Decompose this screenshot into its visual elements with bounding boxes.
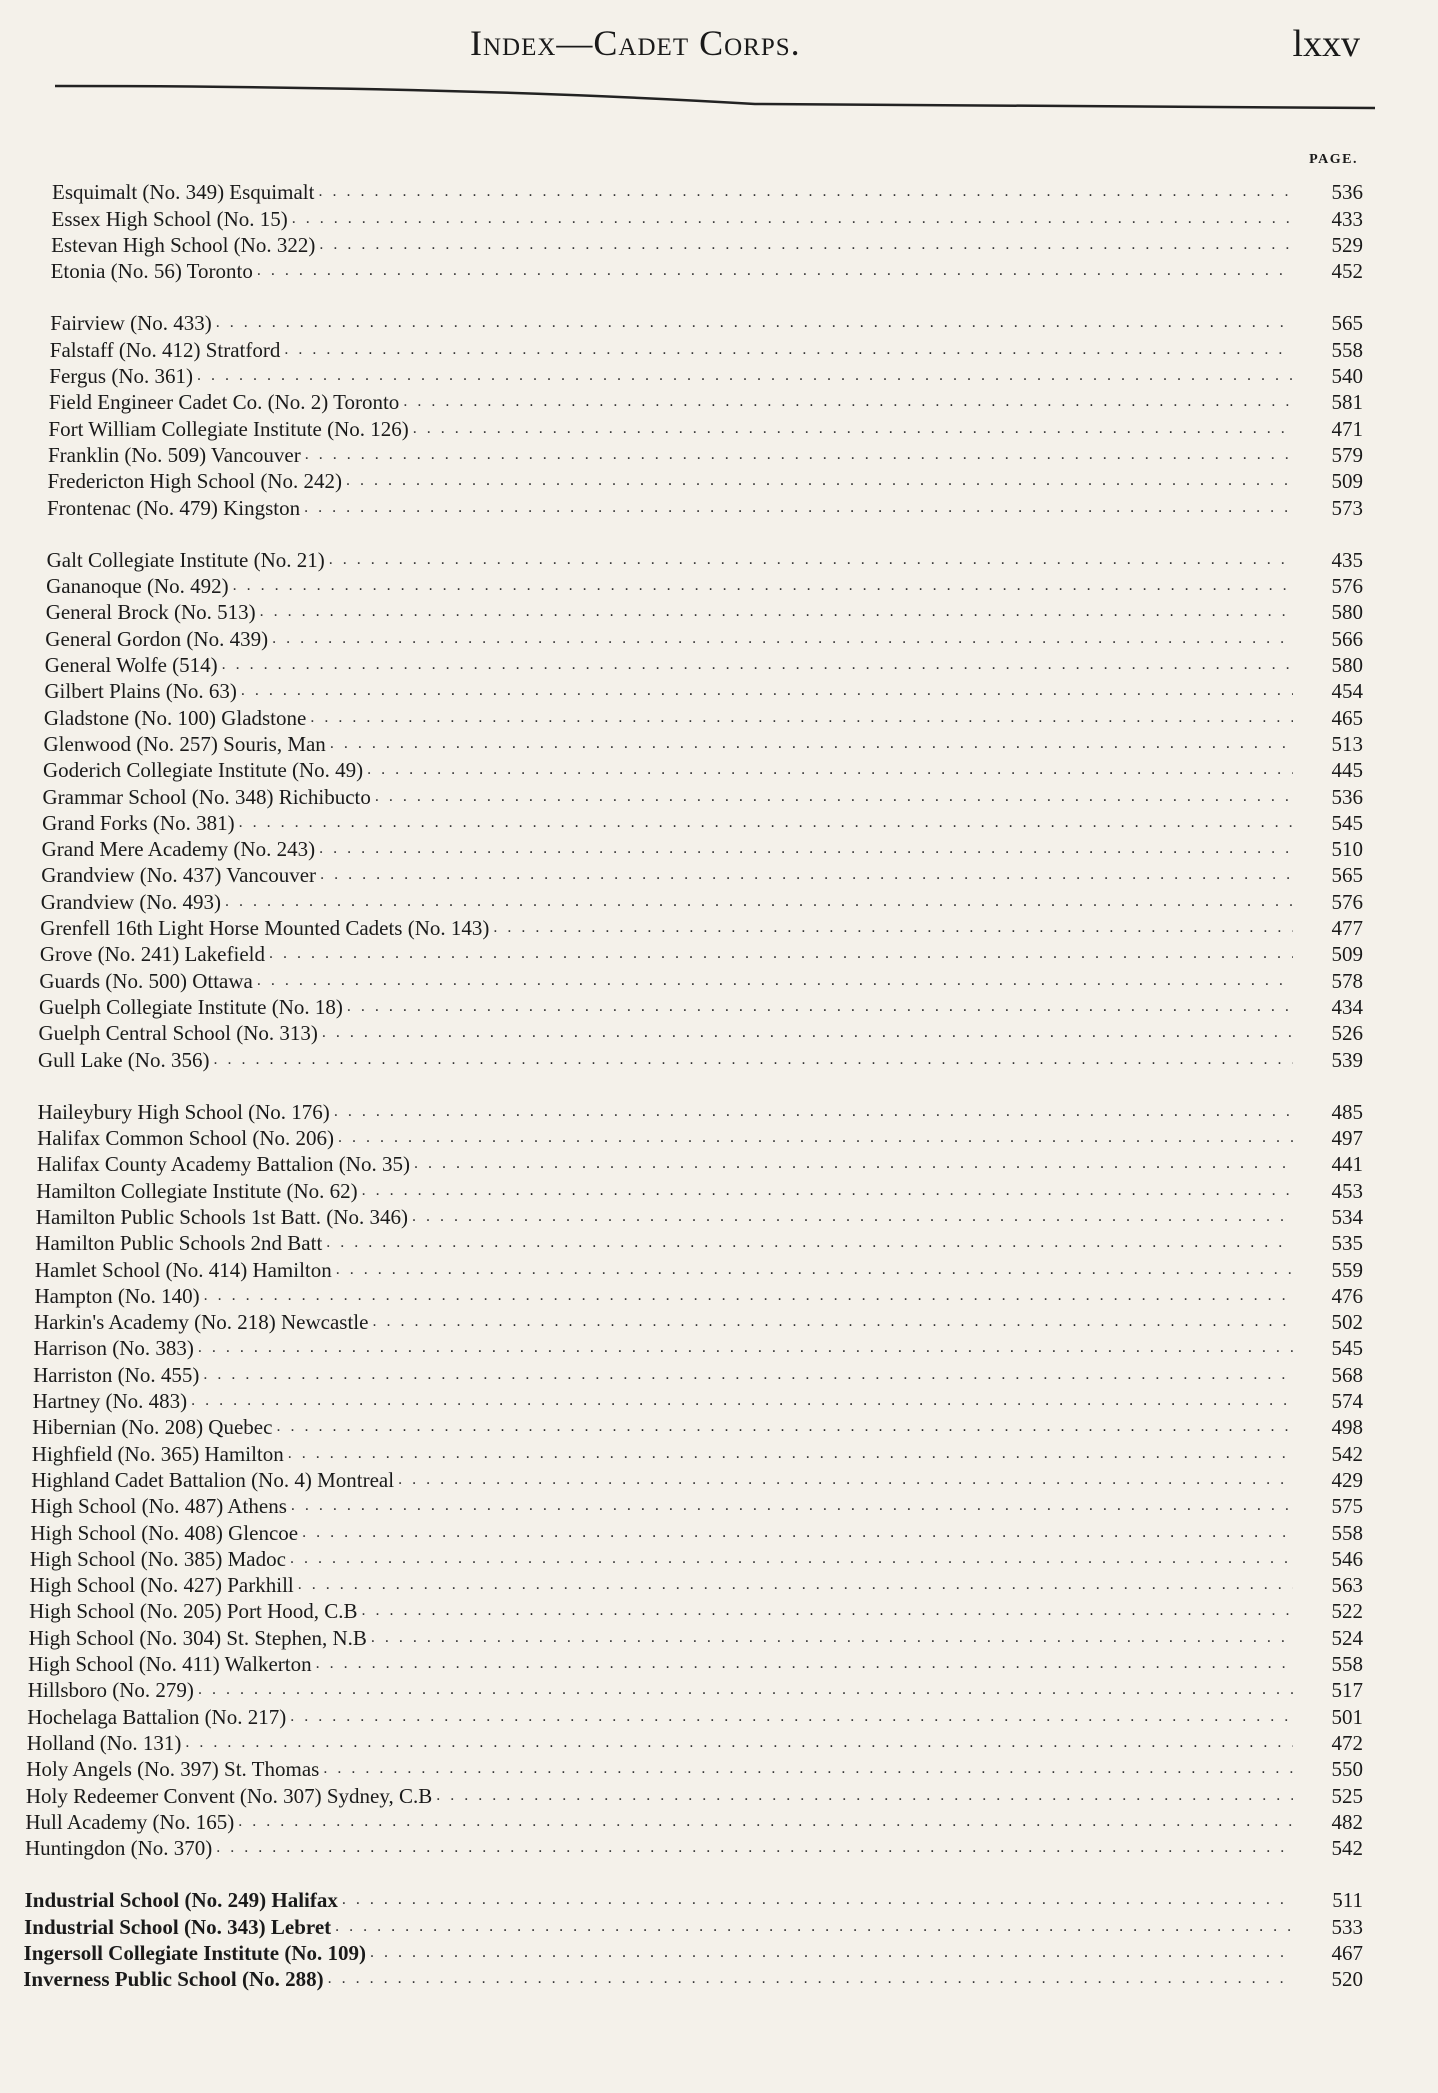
entry-name: Gananoque (No. 492) [46,574,229,599]
entry-page: 539 [1331,1047,1363,1072]
entry-name: Inverness Public School (No. 288) [23,1967,324,1992]
index-entry [0,467,1438,493]
index-entry [0,677,1438,703]
entry-name: Halifax County Academy Battalion (No. 35) [36,1152,410,1177]
dot-leader [216,1836,1293,1860]
dot-leader [367,758,1293,782]
entry-name: Halifax Common School (No. 206) [37,1126,334,1151]
entry-page: 509 [1331,942,1363,967]
index-entry [0,703,1438,729]
dot-leader [493,916,1293,940]
dot-leader [413,417,1293,441]
dot-leader [216,311,1293,335]
dot-leader [260,600,1293,624]
entry-page: 536 [1331,180,1363,205]
dot-leader [370,1941,1293,1965]
index-entry [0,1755,1438,1781]
entry-page: 485 [1331,1099,1363,1124]
entry-page: 578 [1331,968,1363,993]
index-entry [0,1597,1438,1623]
entry-name: General Brock (No. 513) [45,600,256,625]
dot-leader [305,443,1293,467]
entry-name: Hamilton Public Schools 1st Batt. (No. 346) [35,1204,408,1229]
dot-leader [304,496,1293,520]
dot-leader [204,1284,1293,1308]
index-entry [0,335,1438,361]
dot-leader [323,1757,1293,1781]
index-entry [0,1413,1438,1439]
dot-leader [198,1678,1293,1702]
index-entry [0,1545,1438,1571]
entry-name: Industrial School (No. 249) Halifax [24,1888,338,1913]
entry-page: 467 [1331,1941,1363,1965]
index-entry [0,1729,1438,1755]
entry-name: High School (No. 408) Glencoe [30,1520,299,1545]
index-entry [0,598,1438,624]
page-title: Index—Cadet Corps. [470,23,801,63]
entry-page: 511 [1332,1888,1363,1913]
dot-leader [328,1967,1293,1991]
dot-leader [316,1652,1293,1676]
entry-name: Gull Lake (No. 356) [38,1047,210,1072]
entry-name: High School (No. 487) Athens [30,1494,287,1519]
index-entry [0,362,1438,388]
entry-page: 563 [1331,1573,1363,1598]
entry-page: 581 [1331,390,1363,415]
index-group [0,1886,1438,1991]
entry-page: 435 [1331,547,1363,572]
entry-name: Falstaff (No. 412) Stratford [49,337,281,362]
entry-name: Essex High School (No. 15) [51,206,288,231]
entry-page: 534 [1331,1204,1363,1229]
page-number: lxxv [1292,23,1360,65]
index-entry [0,1466,1438,1492]
entry-name: Highfield (No. 365) Hamilton [31,1441,284,1466]
page-column-label: PAGE. [1309,152,1358,167]
entry-page: 498 [1331,1415,1363,1440]
entry-page: 513 [1331,731,1363,756]
dot-leader [269,942,1293,966]
entry-page: 565 [1331,311,1363,336]
entry-page: 535 [1331,1231,1363,1256]
dot-leader [346,469,1293,493]
entry-name: Holland (No. 131) [26,1730,182,1755]
index-entry [0,966,1438,992]
index-entry [0,914,1438,940]
dot-leader [375,785,1293,809]
entry-page: 573 [1331,495,1363,520]
dot-leader [362,1179,1293,1203]
index-entry [0,1965,1438,1991]
entry-page: 568 [1331,1362,1363,1387]
index-entry [0,1702,1438,1728]
entry-page: 453 [1331,1178,1363,1203]
dot-leader [257,259,1293,283]
entry-name: High School (No. 385) Madoc [29,1546,286,1571]
entry-name: Galt Collegiate Institute (No. 21) [46,547,325,572]
entry-page: 510 [1331,837,1363,862]
entry-page: 477 [1331,916,1363,941]
index-entry [0,1912,1438,1938]
dot-leader [412,1205,1293,1229]
dot-leader [198,1336,1293,1360]
index-entry [0,546,1438,572]
dot-leader [403,390,1293,414]
index-entry [0,887,1438,913]
dot-leader [336,1258,1293,1282]
index-entry [0,1886,1438,1912]
index-entry [0,414,1438,440]
dot-leader [371,1626,1293,1650]
entry-name: High School (No. 304) St. Stephen, N.B [28,1625,367,1650]
entry-page: 520 [1331,1967,1363,1992]
entry-name: Industrial School (No. 343) Lebret [24,1914,332,1939]
entry-name: Fredericton High School (No. 242) [47,469,343,494]
dot-leader [330,732,1293,756]
dot-leader [288,1442,1293,1466]
index-entry [0,1781,1438,1807]
entry-page: 542 [1331,1836,1363,1861]
entry-name: Grand Mere Academy (No. 243) [41,837,316,862]
entry-name: Etonia (No. 56) Toronto [50,259,253,284]
entry-page: 509 [1331,469,1363,494]
entry-name: Guards (No. 500) Ottawa [39,968,253,993]
index-entry [0,1150,1438,1176]
entry-page: 476 [1331,1283,1363,1308]
dot-leader [225,890,1293,914]
index-entry [0,1019,1438,1045]
index-list [0,178,1438,2017]
index-entry [0,809,1438,835]
entry-name: Hamilton Public Schools 2nd Batt [35,1231,323,1256]
entry-name: General Wolfe (514) [44,653,218,678]
entry-name: Hillsboro (No. 279) [27,1678,194,1703]
entry-name: Hochelaga Battalion (No. 217) [27,1704,287,1729]
entry-name: Fergus (No. 361) [49,364,193,389]
index-entry [0,835,1438,861]
entry-name: Hampton (No. 140) [34,1283,200,1308]
index-entry [0,1518,1438,1544]
entry-page: 550 [1331,1757,1363,1782]
index-entry [0,1650,1438,1676]
entry-name: Fairview (No. 433) [50,311,212,336]
entry-name: Harrison (No. 383) [33,1336,194,1361]
entry-name: High School (No. 205) Port Hood, C.B [29,1599,358,1624]
dot-leader [272,627,1293,651]
dot-leader [197,364,1293,388]
dot-leader [233,574,1293,598]
entry-page: 533 [1331,1914,1363,1939]
index-entry [0,861,1438,887]
index-entry [0,1176,1438,1202]
entry-name: Franklin (No. 509) Vancouver [48,442,301,467]
entry-page: 546 [1331,1546,1363,1571]
index-entry [0,1098,1438,1124]
index-entry [0,1808,1438,1834]
index-entry [0,624,1438,650]
entry-name: Harkin's Academy (No. 218) Newcastle [34,1310,369,1335]
index-entry [0,1360,1438,1386]
entry-page: 566 [1331,626,1363,651]
entry-page: 529 [1331,232,1363,257]
index-entry [0,1334,1438,1360]
entry-name: High School (No. 427) Parkhill [29,1573,294,1598]
index-entry [0,1282,1438,1308]
entry-page: 454 [1331,679,1363,704]
dot-leader [319,837,1293,861]
dot-leader [338,1126,1293,1150]
entry-page: 580 [1331,653,1363,678]
index-entry [0,388,1438,414]
index-entry [0,441,1438,467]
entry-name: Goderich Collegiate Institute (No. 49) [43,758,364,783]
entry-page: 445 [1331,758,1363,783]
dot-leader [191,1389,1293,1413]
entry-name: Esquimalt (No. 349) Esquimalt [52,180,315,205]
entry-name: Grandview (No. 493) [40,889,221,914]
dot-leader [320,863,1293,887]
entry-name: Hamlet School (No. 414) Hamilton [34,1257,332,1282]
entry-page: 441 [1331,1152,1363,1177]
entry-page: 575 [1331,1494,1363,1519]
index-entry [0,1124,1438,1150]
dot-leader [414,1152,1293,1176]
index-entry [0,756,1438,782]
index-group [0,309,1438,519]
entry-name: Grove (No. 241) Lakefield [39,942,265,967]
index-entry [0,231,1438,257]
entry-name: Hamilton Collegiate Institute (No. 62) [36,1178,358,1203]
dot-leader [238,1810,1293,1834]
dot-leader [290,1705,1293,1729]
entry-name: Fort William Collegiate Institute (No. 126) [48,416,409,441]
entry-name: Holy Angels (No. 397) St. Thomas [26,1757,320,1782]
dot-leader [257,969,1293,993]
entry-page: 558 [1331,337,1363,362]
entry-page: 559 [1331,1257,1363,1282]
dot-leader [276,1415,1293,1439]
entry-page: 524 [1331,1625,1363,1650]
dot-leader [326,1231,1293,1255]
index-entry [0,309,1438,335]
entry-page: 502 [1331,1310,1363,1335]
entry-name: Hull Academy (No. 165) [25,1809,235,1834]
entry-name: Gladstone (No. 100) Gladstone [43,705,307,730]
entry-page: 542 [1331,1441,1363,1466]
dot-leader [322,1021,1293,1045]
header-rule [55,82,1375,112]
dot-leader [334,1100,1293,1124]
entry-page: 574 [1331,1389,1363,1414]
dot-leader [302,1521,1293,1545]
dot-leader [241,679,1293,703]
dot-leader [310,706,1293,730]
entry-page: 526 [1331,1021,1363,1046]
entry-page: 465 [1331,705,1363,730]
entry-name: Highland Cadet Battalion (No. 4) Montreal [31,1467,395,1492]
dot-leader [185,1731,1293,1755]
entry-page: 540 [1331,364,1363,389]
index-entry [0,257,1438,283]
index-entry [0,178,1438,204]
index-entry [0,1045,1438,1071]
index-entry [0,1387,1438,1413]
dot-leader [239,811,1293,835]
dot-leader [298,1573,1293,1597]
entry-page: 482 [1331,1809,1363,1834]
dot-leader [292,207,1293,231]
index-entry [0,1571,1438,1597]
dot-leader [203,1363,1293,1387]
dot-leader [222,653,1293,677]
entry-page: 517 [1331,1678,1363,1703]
index-entry [0,730,1438,756]
index-entry [0,493,1438,519]
entry-name: Field Engineer Cadet Co. (No. 2) Toronto [48,390,400,415]
index-entry [0,1255,1438,1281]
entry-name: General Gordon (No. 439) [45,626,269,651]
entry-page: 536 [1331,784,1363,809]
index-entry [0,782,1438,808]
entry-page: 545 [1331,810,1363,835]
entry-page: 565 [1331,863,1363,888]
entry-name: Hibernian (No. 208) Quebec [32,1415,273,1440]
dot-leader [213,1048,1293,1072]
dot-leader [436,1784,1293,1808]
index-entry [0,1439,1438,1465]
index-entry [0,651,1438,677]
entry-page: 452 [1331,259,1363,284]
entry-name: Guelph Collegiate Institute (No. 18) [39,994,343,1019]
entry-name: Ingersoll Collegiate Institute (No. 109) [23,1941,366,1965]
entry-name: Glenwood (No. 257) Souris, Man [43,731,326,756]
entry-page: 522 [1331,1599,1363,1624]
entry-name: Guelph Central School (No. 313) [38,1021,318,1046]
entry-name: Huntingdon (No. 370) [25,1836,213,1861]
dot-leader [290,1547,1293,1571]
entry-page: 471 [1331,416,1363,441]
entry-name: Grammar School (No. 348) Richibucto [42,784,371,809]
entry-page: 558 [1331,1520,1363,1545]
index-entry [0,1308,1438,1334]
index-entry [0,1492,1438,1518]
index-group [0,546,1438,1072]
entry-page: 497 [1331,1126,1363,1151]
index-entry [0,1676,1438,1702]
dot-leader [362,1599,1293,1623]
index-entry [0,1203,1438,1229]
entry-name: Frontenac (No. 479) Kingston [47,495,301,520]
dot-leader [342,1888,1293,1912]
index-entry [0,1623,1438,1649]
index-group [0,178,1438,283]
entry-page: 525 [1331,1783,1363,1808]
entry-name: High School (No. 411) Walkerton [28,1652,312,1677]
entry-page: 434 [1331,994,1363,1019]
index-entry [0,1939,1438,1965]
entry-page: 545 [1331,1336,1363,1361]
index-entry [0,204,1438,230]
entry-page: 433 [1331,206,1363,231]
index-entry [0,1229,1438,1255]
entry-name: Holy Redeemer Convent (No. 307) Sydney, C.B [25,1783,433,1808]
entry-name: Hartney (No. 483) [32,1389,188,1414]
entry-page: 429 [1331,1467,1363,1492]
entry-page: 472 [1331,1730,1363,1755]
entry-page: 558 [1331,1652,1363,1677]
dot-leader [372,1310,1293,1334]
entry-page: 580 [1331,600,1363,625]
dot-leader [291,1494,1293,1518]
index-group [0,1098,1438,1861]
index-entry [0,993,1438,1019]
dot-leader [284,338,1293,362]
entry-page: 501 [1331,1704,1363,1729]
entry-name: Estevan High School (No. 322) [51,232,316,257]
entry-name: Harriston (No. 455) [33,1362,200,1387]
entry-name: Grenfell 16th Light Horse Mounted Cadets (No. 143) [40,916,490,941]
entry-name: Grand Forks (No. 381) [42,810,235,835]
dot-leader [398,1468,1293,1492]
entry-name: Grandview (No. 437) Vancouver [41,863,317,888]
entry-page: 576 [1331,889,1363,914]
entry-name: Gilbert Plains (No. 63) [44,679,237,704]
dot-leader [347,995,1293,1019]
index-entry [0,940,1438,966]
entry-page: 579 [1331,442,1363,467]
dot-leader [335,1915,1293,1939]
dot-leader [319,233,1293,257]
index-entry [0,572,1438,598]
dot-leader [329,548,1293,572]
dot-leader [318,180,1293,204]
page-header [0,22,1438,72]
entry-page: 576 [1331,574,1363,599]
entry-name: Haileybury High School (No. 176) [37,1099,330,1124]
index-entry [0,1834,1438,1860]
